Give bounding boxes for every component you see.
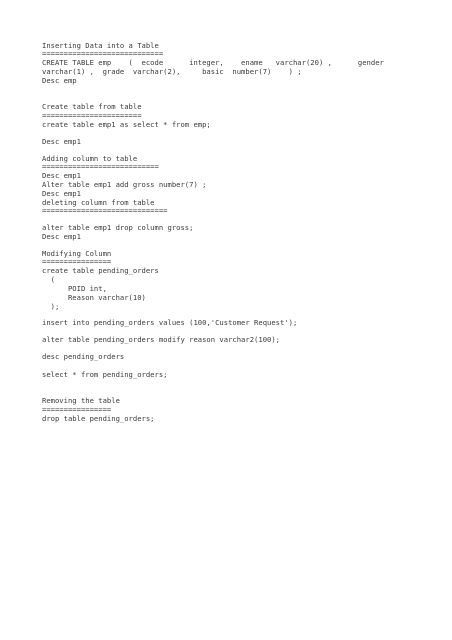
code-line: Alter table emp1 add gross number(7) ; <box>42 180 207 189</box>
code-line: insert into pending_orders values (100,'Customer Request'); <box>42 318 298 327</box>
section-heading: Adding column to table <box>42 154 138 163</box>
underline: ============================ <box>42 49 164 58</box>
code-line: Desc emp1 <box>42 137 81 146</box>
code-line: desc pending_orders <box>42 352 125 361</box>
code-line: ( <box>42 275 55 284</box>
underline: ================ <box>42 405 112 414</box>
underline: ============================= <box>42 206 168 215</box>
code-line: select * from pending_orders; <box>42 370 168 379</box>
code-line: create table pending_orders <box>42 266 159 275</box>
section-heading: Create table from table <box>42 102 142 111</box>
underline: =========================== <box>42 162 159 171</box>
underline: ================ <box>42 257 112 266</box>
code-line: Desc emp1 <box>42 171 81 180</box>
code-line: drop table pending_orders; <box>42 414 155 423</box>
code-line: create table emp1 as select * from emp; <box>42 120 211 129</box>
code-line: alter table pending_orders modify reason varchar2(100); <box>42 335 280 344</box>
code-line: CREATE TABLE emp ( ecode integer, ename varchar(20) , gender <box>42 58 384 67</box>
code-line: Reason varchar(10) <box>42 293 146 302</box>
code-line: Desc emp1 <box>42 189 81 198</box>
code-line: varchar(1) , grade varchar(2), basic number(7) ) ; <box>42 67 302 76</box>
section-heading: Removing the table <box>42 396 120 405</box>
section-heading: deleting column from table <box>42 198 155 207</box>
code-line: POID int, <box>42 284 107 293</box>
section-heading: Inserting Data into a Table <box>42 41 159 50</box>
code-line: Desc emp <box>42 76 77 85</box>
section-heading: Modifying Column <box>42 249 112 258</box>
code-line: Desc emp1 <box>42 232 81 241</box>
code-line: alter table emp1 drop column gross; <box>42 223 194 232</box>
code-line: ); <box>42 302 60 311</box>
underline: ======================= <box>42 111 142 120</box>
